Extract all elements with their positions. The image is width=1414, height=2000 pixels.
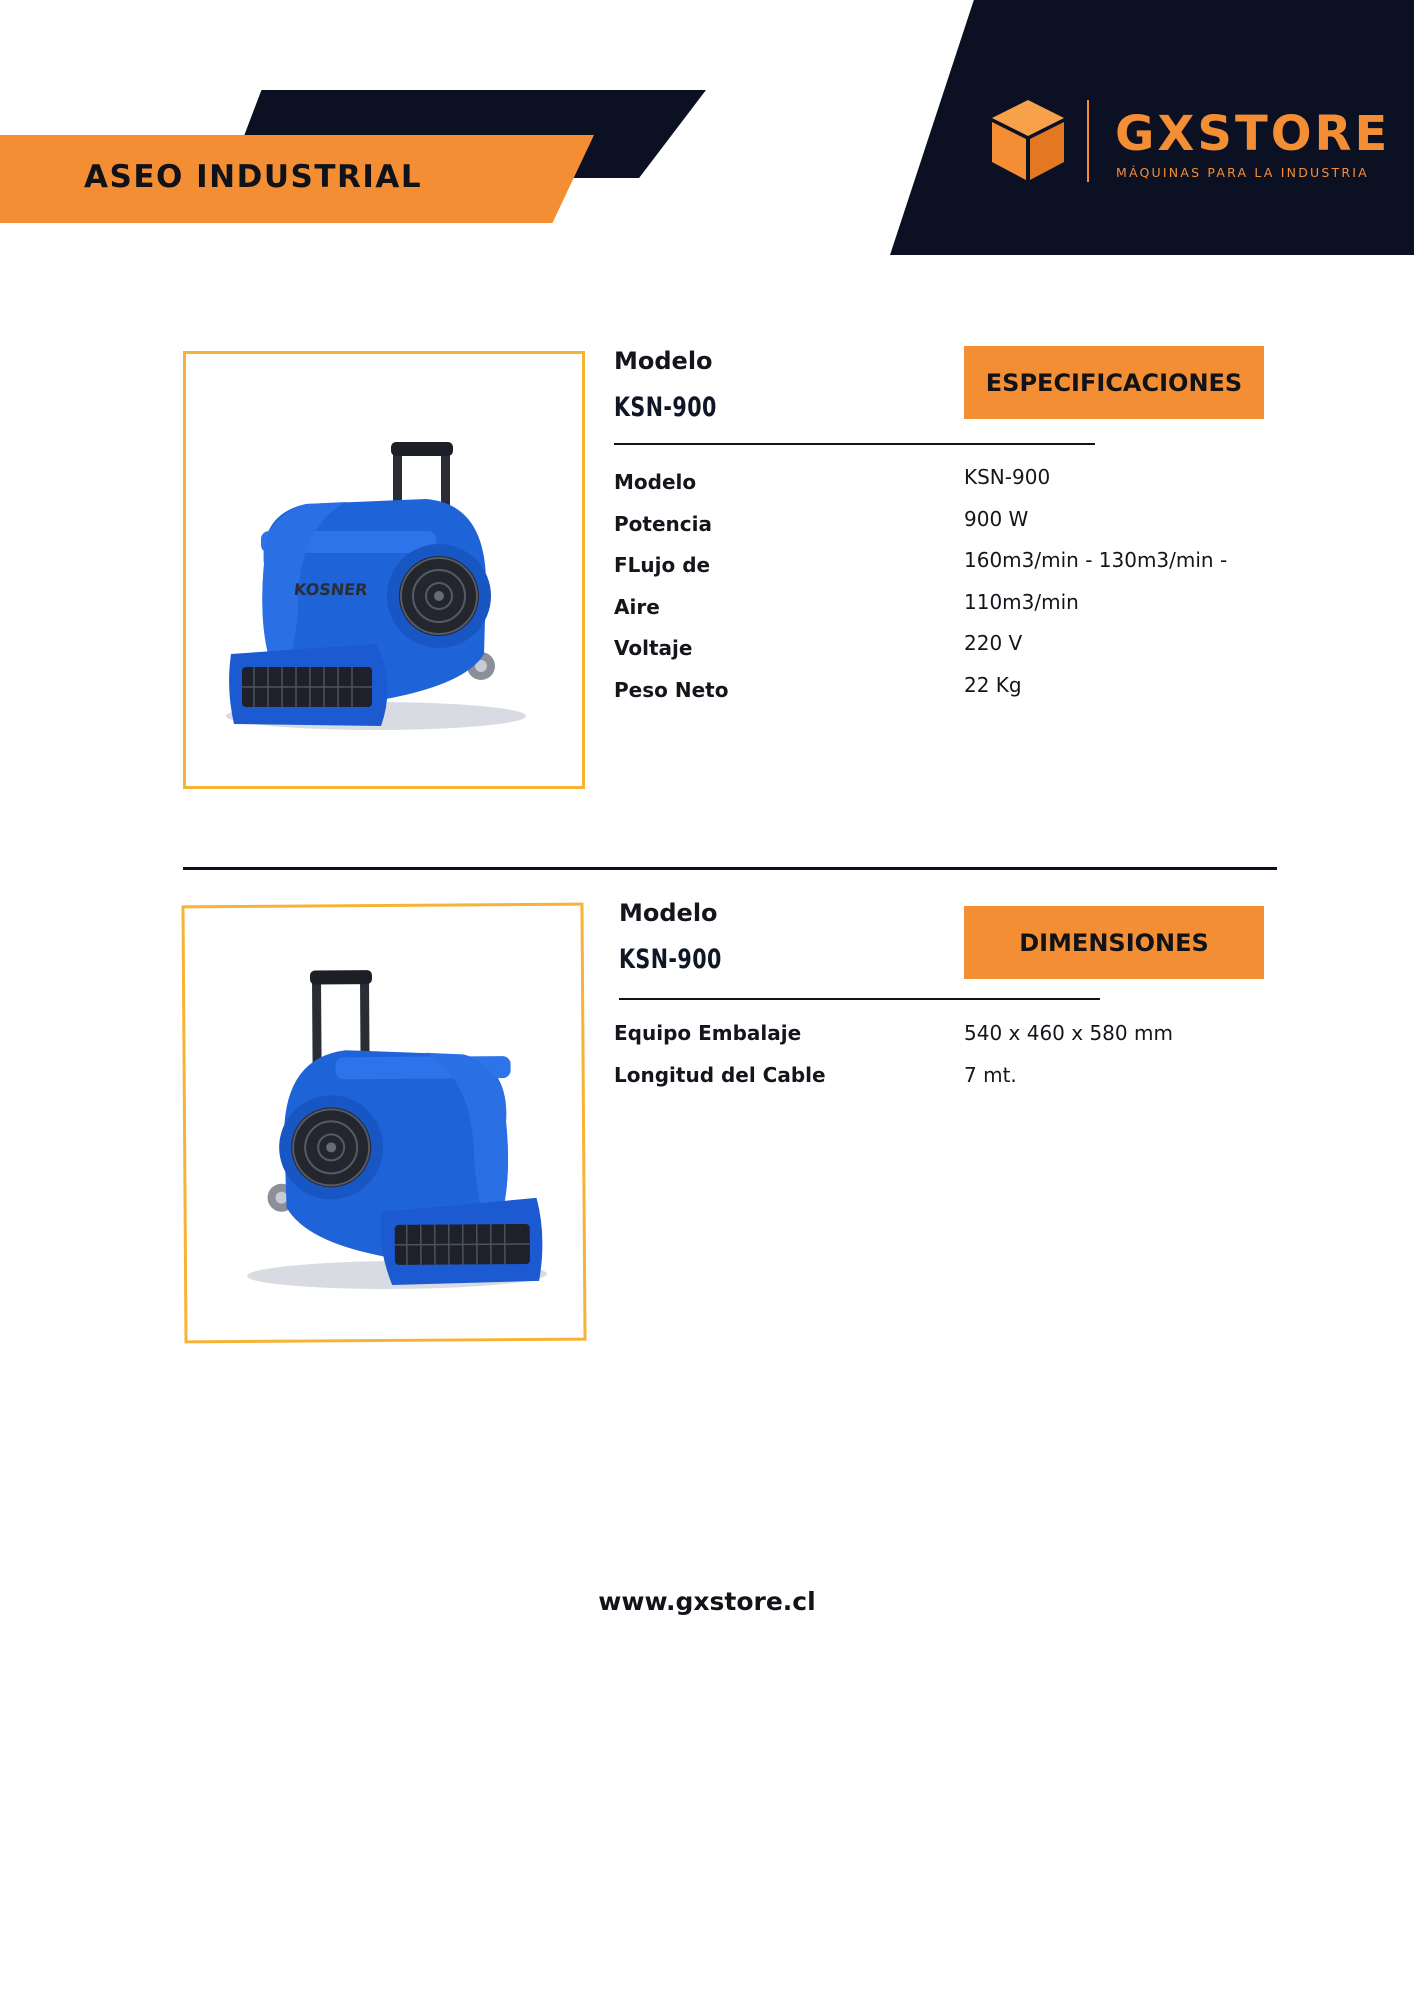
spec-labels bbox=[614, 470, 914, 719]
spec-label: Voltaje bbox=[614, 636, 693, 660]
model-label: Modelo bbox=[619, 899, 718, 927]
model-code: KSN-900 bbox=[614, 392, 717, 423]
dimension-value: 540 x 460 x 580 mm bbox=[964, 1021, 1173, 1045]
spec-label: FLujo de bbox=[614, 553, 711, 577]
brand-name: GXSTORE bbox=[1115, 106, 1391, 162]
section-title: ASEO INDUSTRIAL bbox=[84, 159, 423, 195]
spec-label: Aire bbox=[614, 594, 660, 619]
spec-value: 900 W bbox=[964, 506, 1029, 531]
spec-label: Modelo bbox=[614, 470, 697, 494]
model-code: KSN-900 bbox=[619, 944, 722, 975]
product-image-frame bbox=[183, 351, 585, 789]
product-image-frame bbox=[181, 903, 586, 1344]
dimension-labels bbox=[614, 1021, 934, 1104]
dimension-value: 7 mt. bbox=[964, 1062, 1017, 1087]
dimensions-badge: DIMENSIONES bbox=[964, 906, 1264, 979]
logo-divider bbox=[1087, 100, 1089, 182]
spec-label: Peso Neto bbox=[614, 677, 729, 702]
spec-value: 220 V bbox=[964, 631, 1023, 655]
dimensions-divider bbox=[619, 998, 1100, 1000]
product-brand-label: KOSNER bbox=[293, 580, 369, 599]
air-mover-side-image bbox=[184, 906, 583, 1341]
model-label: Modelo bbox=[614, 347, 713, 375]
air-mover-front-image bbox=[186, 354, 582, 786]
spec-value: KSN-900 bbox=[964, 465, 1051, 489]
dimension-values bbox=[964, 1021, 1294, 1104]
spec-value: 22 Kg bbox=[964, 672, 1022, 697]
section-separator bbox=[183, 867, 1277, 870]
specifications-badge: ESPECIFICACIONES bbox=[964, 346, 1264, 419]
dimension-label: Equipo Embalaje bbox=[614, 1021, 802, 1045]
box-logo-icon bbox=[990, 98, 1066, 186]
dimension-label: Longitud del Cable bbox=[614, 1062, 826, 1087]
website-link[interactable]: www.gxstore.cl bbox=[598, 1587, 816, 1616]
spec-value: 160m3/min - 130m3/min - bbox=[964, 548, 1228, 572]
brand-tagline: MÁQUINAS PARA LA INDUSTRIA bbox=[1116, 165, 1369, 180]
spec-values bbox=[964, 465, 1294, 714]
spec-value: 110m3/min bbox=[964, 589, 1079, 614]
specs-divider bbox=[614, 443, 1095, 445]
spec-label: Potencia bbox=[614, 511, 712, 536]
